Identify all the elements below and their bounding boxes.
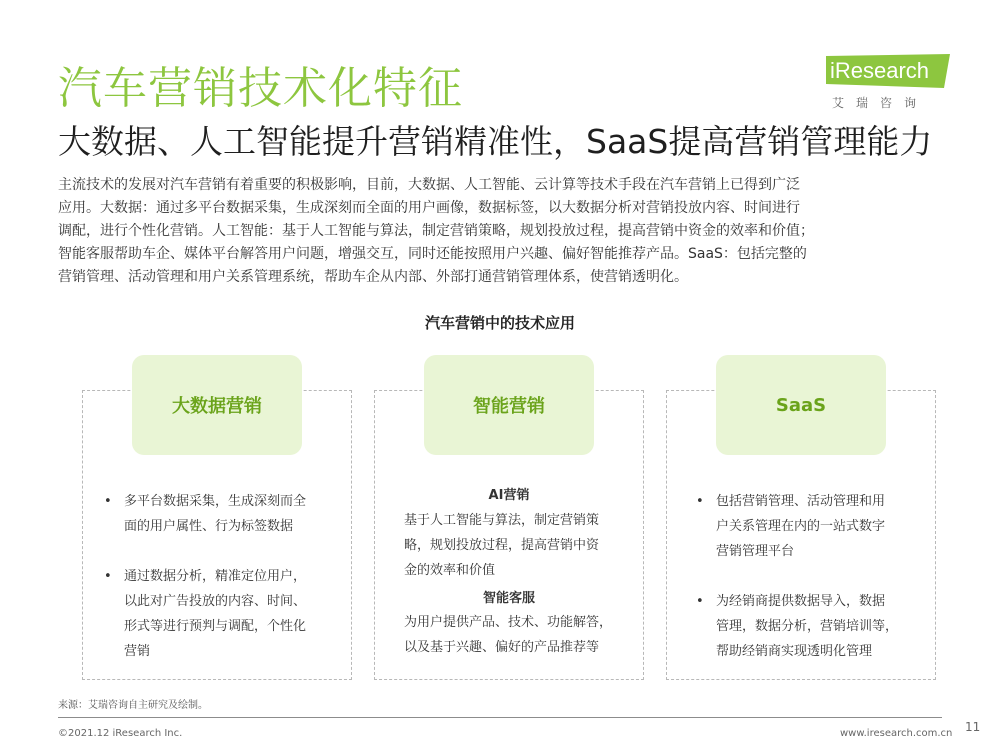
bullet-dot-icon: • [696,494,704,509]
intro-paragraph [58,174,960,289]
para-ai-marketing [404,508,599,583]
iresearch-logo [826,50,950,112]
para-smart-service [404,610,612,660]
bullet-line: 包括营销管理、活动管理和用 [716,494,886,509]
bullet-dot-icon: • [104,569,112,584]
intro-line: 主流技术的发展对汽车营销有着重要的积极影响，目前，大数据、人工智能、云计算等技术手段在汽车营销上已得到广泛 [58,177,800,193]
bullet-saas-2 [696,589,899,664]
intro-line: 智能客服帮助车企、媒体平台解答用户问题，增强交互，同时还能按照用户兴趣、偏好智能推荐产品。SaaS：包括完整的 [58,246,807,262]
para-line: 以及基于兴趣、偏好的产品推荐等 [404,640,600,655]
bullet-line: 营销管理平台 [716,544,795,559]
logo-cn: 艾瑞咨询 [832,96,929,110]
tag-big-data: 大数据营销 [132,355,302,455]
logo-brand: iResearch [830,58,930,83]
footer-divider [58,717,942,718]
bullet-line: 为经销商提供数据导入，数据 [716,594,886,609]
para-line: 基于人工智能与算法，制定营销策 [404,513,600,528]
page-number: 11 [965,720,981,734]
tag-smart: 智能营销 [424,355,594,455]
bullet-line: 多平台数据采集，生成深刻而全 [124,494,307,509]
heading-smart-service: 智能客服 [482,591,535,606]
tag-saas: SaaS [716,355,886,455]
copyright: ©2021.12 iResearch Inc. [58,728,183,739]
website-url[interactable]: www.iresearch.com.cn [840,728,953,739]
bullet-line: 管理，数据分析，营销培训等， [716,619,899,634]
page-subtitle: 大数据、人工智能提升营销精准性，SaaS提高营销管理能力 [58,122,933,161]
para-line: 为用户提供产品、技术、功能解答， [404,615,613,630]
para-line: 金的效率和价值 [404,563,496,578]
bullet-big-data-2 [104,564,307,664]
bullet-line: 面的用户属性、行为标签数据 [124,519,294,534]
bullet-saas-1 [696,489,886,564]
bullet-dot-icon: • [696,594,704,609]
intro-line: 调配，进行个性化营销。人工智能：基于人工智能与算法，制定营销策略，规划投放过程，提高营销中资金的效率和价值； [58,223,814,239]
bullet-line: 帮助经销商实现透明化管理 [716,644,873,659]
section-title: 汽车营销中的技术应用 [424,314,575,332]
source-note: 来源：艾瑞咨询自主研究及绘制。 [58,700,208,711]
bullet-line: 通过数据分析，精准定位用户， [124,569,307,584]
bullet-line: 营销 [124,644,151,659]
para-line: 略，规划投放过程，提高营销中资 [404,538,600,553]
bullet-dot-icon: • [104,494,112,509]
intro-line: 应用。大数据：通过多平台数据采集，生成深刻而全面的用户画像，数据标签，以大数据分析对营销投放内容、时间进行 [58,200,800,216]
intro-line: 营销管理、活动管理和用户关系管理系统，帮助车企从内部、外部打通营销管理体系，使营销透明化。 [58,269,688,285]
bullet-line: 以此对广告投放的内容、时间、 [124,594,307,609]
bullet-line: 户关系管理在内的一站式数字 [716,519,886,534]
page-title: 汽车营销技术化特征 [58,63,463,114]
heading-ai-marketing: AI营销 [488,488,530,503]
bullet-big-data-1 [104,489,307,539]
bullet-line: 形式等进行预判与调配，个性化 [124,619,307,634]
